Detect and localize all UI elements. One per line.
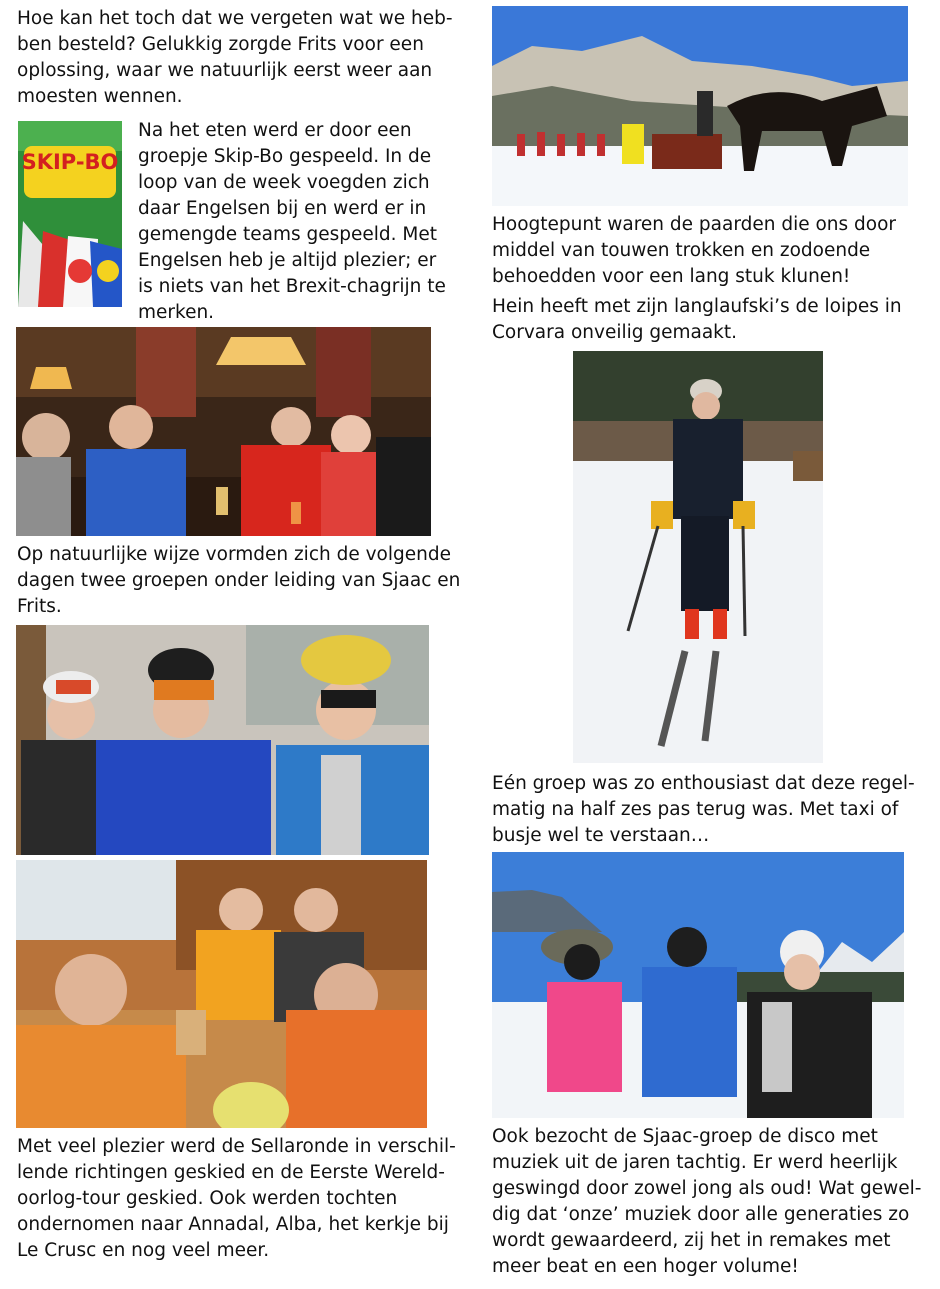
paragraph-hein-langlauf xyxy=(492,294,902,346)
text-line: Ook bezocht de Sjaac-groep de disco met xyxy=(492,1126,878,1147)
text-line: Met veel plezier werd de Sellaronde in verschil- xyxy=(17,1136,456,1157)
text-line: Eén groep was zo enthousiast dat deze regel- xyxy=(492,773,915,794)
text-line: Na het eten werd er door een xyxy=(138,120,412,141)
text-line: oplossing, waar we natuurlijk eerst weer aan xyxy=(17,60,433,81)
horse-sleigh-photo xyxy=(492,6,908,206)
skipbo-box-image xyxy=(18,121,122,307)
text-line: Corvara onveilig gemaakt. xyxy=(492,322,738,343)
skipbo-logo: SKIP-BO xyxy=(21,150,119,174)
paragraph-two-groups xyxy=(17,542,460,620)
paragraph-forgot-order xyxy=(17,6,453,110)
text-line: Hoogtepunt waren de paarden die ons door xyxy=(492,214,897,235)
text-line: busje wel te verstaan… xyxy=(492,825,710,846)
text-line: lende richtingen geskied en de Eerste Wereld- xyxy=(17,1162,445,1183)
text-line: Engelsen heb je altijd plezier; er xyxy=(138,250,437,271)
paragraph-skipbo xyxy=(138,118,446,326)
mountain-hut-photo xyxy=(16,860,427,1128)
text-line: geswingd door zowel jong als oud! Wat gewel- xyxy=(492,1178,922,1199)
langlauf-skier-photo xyxy=(573,351,823,763)
text-line: gemengde teams gespeeld. Met xyxy=(138,224,438,245)
paragraph-horses xyxy=(492,212,896,290)
text-line: is niets van het Brexit-chagrijn te xyxy=(138,276,446,297)
text-line: Hein heeft met zijn langlaufski’s de loipes in xyxy=(492,296,902,317)
text-line: groepje Skip-Bo gespeeld. In de xyxy=(138,146,432,167)
text-line: Frits. xyxy=(17,596,62,617)
three-skiers-photo xyxy=(16,625,429,855)
paragraph-enthusiastic-group xyxy=(492,771,915,849)
text-line: dagen twee groepen onder leiding van Sjaac en xyxy=(17,570,461,591)
text-line: oorlog-tour geskied. Ook werden tochten xyxy=(17,1188,398,1209)
text-line: Op natuurlijke wijze vormden zich de volgende xyxy=(17,544,451,565)
text-line: loop van de week voegden zich xyxy=(138,172,430,193)
restaurant-group-photo xyxy=(16,327,431,536)
ski-lift-group-photo xyxy=(492,852,904,1118)
text-line: meer beat en een hoger volume! xyxy=(492,1256,799,1277)
paragraph-disco xyxy=(492,1124,921,1280)
text-line: middel van touwen trokken en zodoende xyxy=(492,240,871,261)
text-line: wordt gewaardeerd, zij het in remakes met xyxy=(492,1230,891,1251)
text-line: Le Crusc en nog veel meer. xyxy=(17,1240,270,1261)
text-line: dig dat ‘onze’ muziek door alle generaties zo xyxy=(492,1204,910,1225)
text-line: behoedden voor een lang stuk klunen! xyxy=(492,266,851,287)
text-line: moesten wennen. xyxy=(17,86,183,107)
text-line: ondernomen naar Annadal, Alba, het kerkje bij xyxy=(17,1214,449,1235)
text-line: ben besteld? Gelukkig zorgde Frits voor een xyxy=(17,34,424,55)
text-line: matig na half zes pas terug was. Met taxi of xyxy=(492,799,899,820)
text-line: merken. xyxy=(138,302,215,323)
text-line: muziek uit de jaren tachtig. Er werd heerlijk xyxy=(492,1152,898,1173)
paragraph-sellaronde xyxy=(17,1134,456,1264)
text-line: daar Engelsen bij en werd er in xyxy=(138,198,427,219)
text-line: Hoe kan het toch dat we vergeten wat we heb- xyxy=(17,8,453,29)
